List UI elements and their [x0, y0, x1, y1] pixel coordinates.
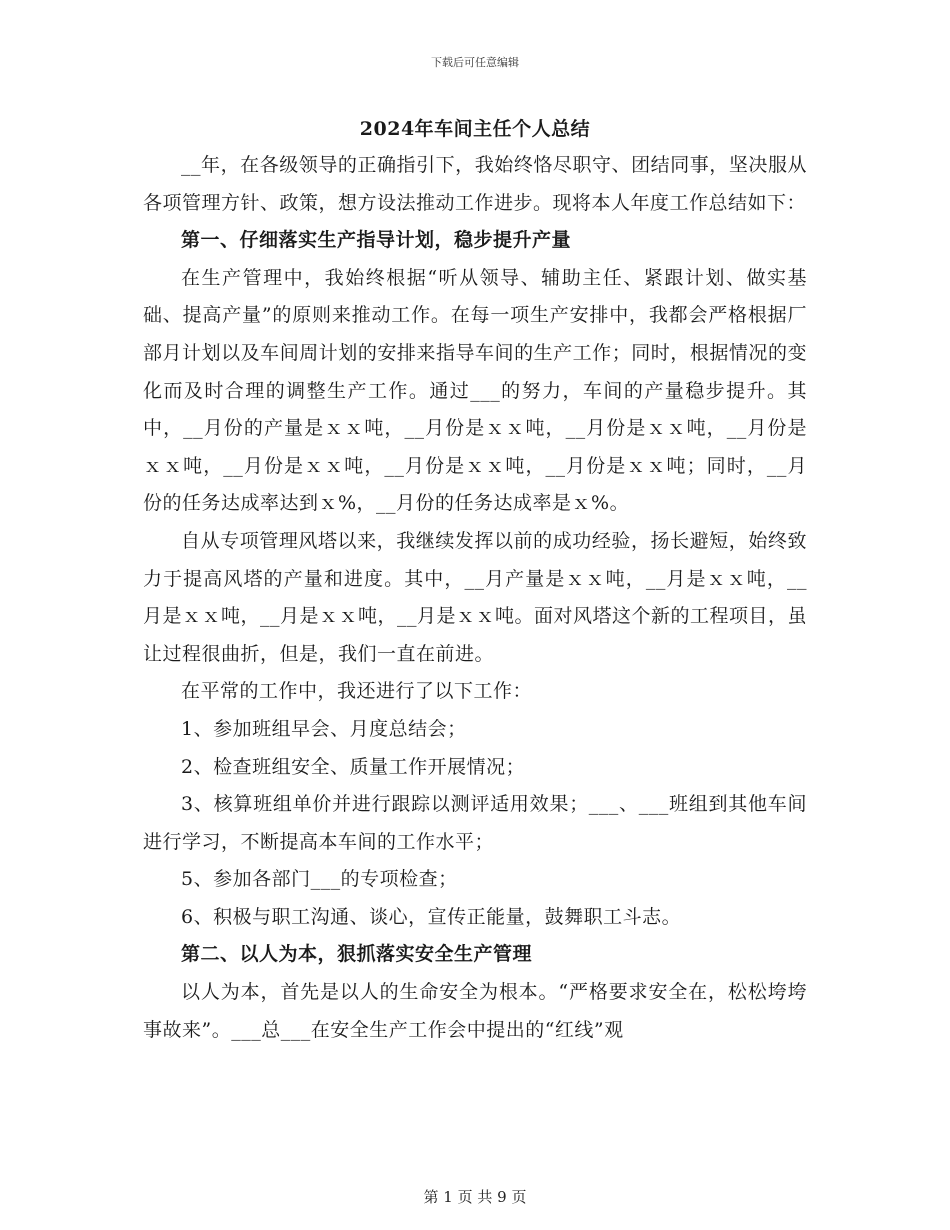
wind-tower-paragraph: 自从专项管理风塔以来，我继续发挥以前的成功经验，扬长避短，始终致力于提高风塔的产量和进度。其中，__月产量是ｘｘ吨，__月是ｘｘ吨，__月是ｘｘ吨，__月是ｘｘ吨，__月是ｘｘ吨。面对风塔这个新的工程项目，虽让过程很曲折，但是，我们一直在前进。 — [143, 529, 808, 665]
document-body — [143, 147, 807, 1049]
list-item-5: 5、参加各部门___的专项检查； — [181, 868, 458, 891]
document-title: 2024年车间主任个人总结 — [359, 118, 591, 140]
daily-work-intro: 在平常的工作中，我还进行了以下工作： — [181, 680, 533, 703]
safety-paragraph: 以人为本，首先是以人的生命安全为根本。“严格要求安全在，松松垮垮事故来”。___总___在安全生产工作会中提出的“红线”观 — [143, 981, 807, 1041]
list-item-1: 1、参加班组早会、月度总结会； — [181, 717, 467, 740]
section-heading-2: 第二、以人为本，狠抓落实安全生产管理 — [181, 943, 533, 966]
page-header-note: 下载后可任意编辑 — [431, 56, 519, 69]
production-paragraph: 在生产管理中，我始终根据“听从领导、辅助主任、紧跟计划、做实基础、提高产量”的原则来推动工作。在每一项生产安排中，我都会严格根据厂部月计划以及车间周计划的安排来指导车间的生产工作；同时，根据情况的变化而及时合理的调整生产工作。通过___的努力，车间的产量稳步提升。其中，__月份的产量是ｘｘ吨，__月份是ｘｘ吨，__月份是ｘｘ吨，__月份是ｘｘ吨，__月份是ｘｘ吨，__月份是ｘｘ吨，__月份是ｘｘ吨；同时，__月份的任务达成率达到ｘ%，__月份的任务达成率是ｘ%。 — [143, 266, 807, 515]
page-number: 第 1 页 共 9 页 — [423, 1188, 527, 1206]
intro-paragraph: __年，在各级领导的正确指引下，我始终恪尽职守、团结同事，坚决服从各项管理方针、政策，想方设法推动工作进步。现将本人年度工作总结如下： — [143, 154, 807, 214]
list-item-2: 2、检查班组安全、质量工作开展情况； — [181, 755, 526, 778]
list-item-6: 6、积极与职工沟通、谈心，宣传正能量，鼓舞职工斗志。 — [181, 905, 682, 928]
list-item-3: 3、核算班组单价并进行跟踪以测评适用效果；___、___班组到其他车间进行学习，不断提高本车间的工作水平； — [143, 793, 807, 853]
section-heading-1: 第一、仔细落实生产指导计划，稳步提升产量 — [181, 229, 572, 252]
